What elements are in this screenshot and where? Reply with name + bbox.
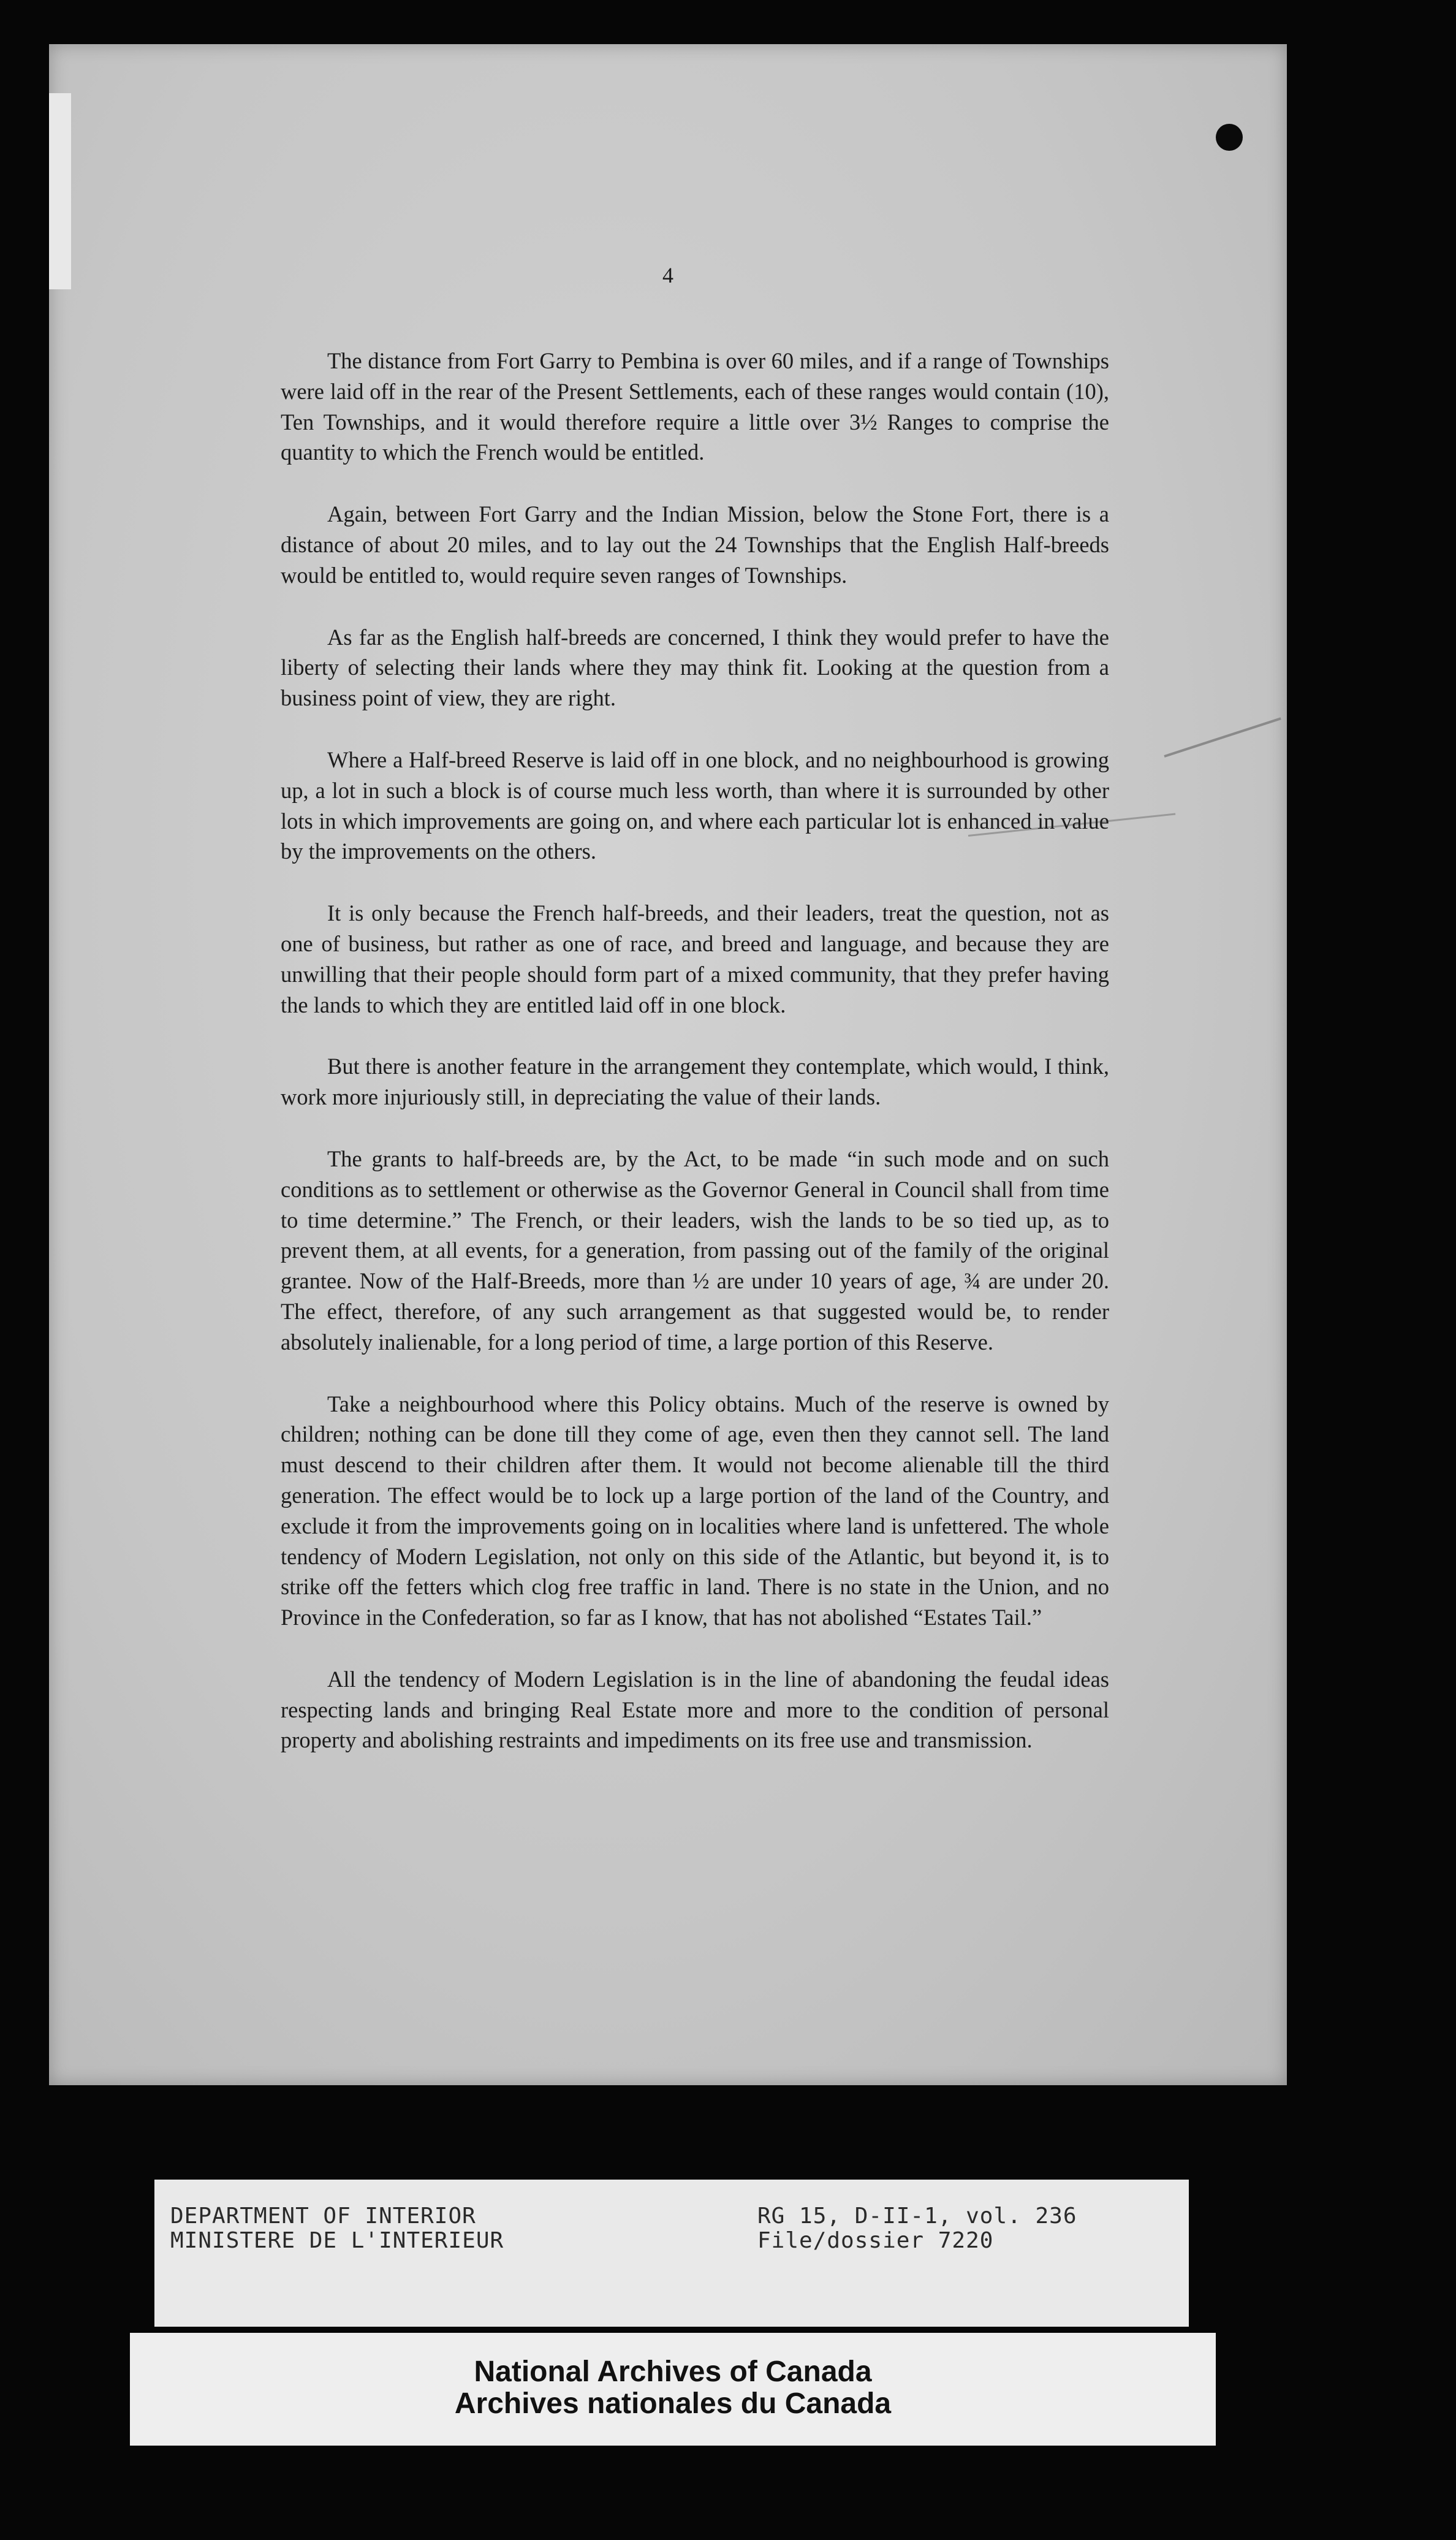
- archives-name-english: National Archives of Canada: [474, 2356, 872, 2388]
- paragraph: Take a neighbourhood where this Policy obtains. Much of the reserve is owned by children; nothing can be done till they come of age, even then they cannot sell. The land must descend to their children after them. It would not become alienable till the third generation. The effect would be to lock up a large portion of the land of the Country, and exclude it from the improvements going on in localities where land is unfettered. The whole tendency of Modern Legislation, not only on this side of the Atlantic, but beyond it, is to strike off the fetters which clog free traffic in land. There is no state in the Union, and no Province in the Confederation, so far as I know, that has not abolished “Estates Tail.”: [281, 1391, 1109, 1630]
- archives-label: [130, 2333, 1216, 2446]
- page-tear-mark: [1164, 717, 1281, 758]
- department-name-french: MINISTERE DE L'INTERIEUR: [170, 2228, 504, 2253]
- archives-name-french: Archives nationales du Canada: [454, 2387, 892, 2420]
- department-reference-stamp: [154, 2180, 1189, 2327]
- page-number: 4: [662, 263, 673, 287]
- record-group-reference: RG 15, D-II-1, vol. 236: [757, 2203, 1077, 2229]
- page-hole-mark: [1216, 124, 1243, 151]
- file-reference: [757, 2204, 1077, 2253]
- document-body: [281, 346, 1109, 1787]
- department-name: [170, 2204, 504, 2253]
- paragraph: Again, between Fort Garry and the Indian Mission, below the Stone Fort, there is a distance of about 20 miles, and to lay out the 24 Townships that the English Half-breeds would be entitled to, would require seven ranges of Townships.: [281, 501, 1109, 588]
- page-edge-highlight: [49, 93, 71, 289]
- paragraph: As far as the English half-breeds are concerned, I think they would prefer to have the liberty of selecting their lands where they may think fit. Looking at the question from a business point of view, they are right.: [281, 624, 1109, 711]
- paragraph: Where a Half-breed Reserve is laid off in one block, and no neighbourhood is growing up, a lot in such a block is of course much less worth, than where it is surrounded by other lots in which improvements are going on, and where each particular lot is enhanced in value by the improvements on the others.: [281, 747, 1109, 864]
- paragraph: All the tendency of Modern Legislation is in the line of abandoning the feudal ideas respecting lands and bringing Real Estate more and more to the condition of personal property and abolishing restraints and impediments on its free use and transmission.: [281, 1666, 1109, 1753]
- file-number: File/dossier 7220: [757, 2228, 994, 2253]
- department-name-english: DEPARTMENT OF INTERIOR: [170, 2203, 476, 2229]
- paragraph: But there is another feature in the arrangement they contemplate, which would, I think, work more injuriously still, in depreciating the value of their lands.: [281, 1054, 1109, 1110]
- document-page: [49, 44, 1287, 2085]
- paragraph: It is only because the French half-breeds, and their leaders, treat the question, not as one of business, but rather as one of race, and breed and language, and because they are unwilling that their people should form part of a mixed community, that they prefer having the lands to which they are entitled laid off in one block.: [281, 900, 1109, 1017]
- paragraph: The grants to half-breeds are, by the Act, to be made “in such mode and on such conditions as to settlement or otherwise as the Governor General in Council shall from time to time determine.” The French, or their leaders, wish the lands to be so tied up, as to prevent them, at all events, for a generation, from passing out of the family of the original grantee. Now of the Half-Breeds, more than ½ are under 10 years of age, ¾ are under 20. The effect, therefore, of any such arrangement as that suggested would be, to render absolutely inalienable, for a long period of time, a large portion of this Reserve.: [281, 1146, 1109, 1355]
- paragraph: The distance from Fort Garry to Pembina is over 60 miles, and if a range of Townships were laid off in the rear of the Present Settlements, each of these ranges would contain (10), Ten Townships, and it would therefore require a little over 3½ Ranges to comprise the quantity to which the French would be entitled.: [281, 348, 1109, 465]
